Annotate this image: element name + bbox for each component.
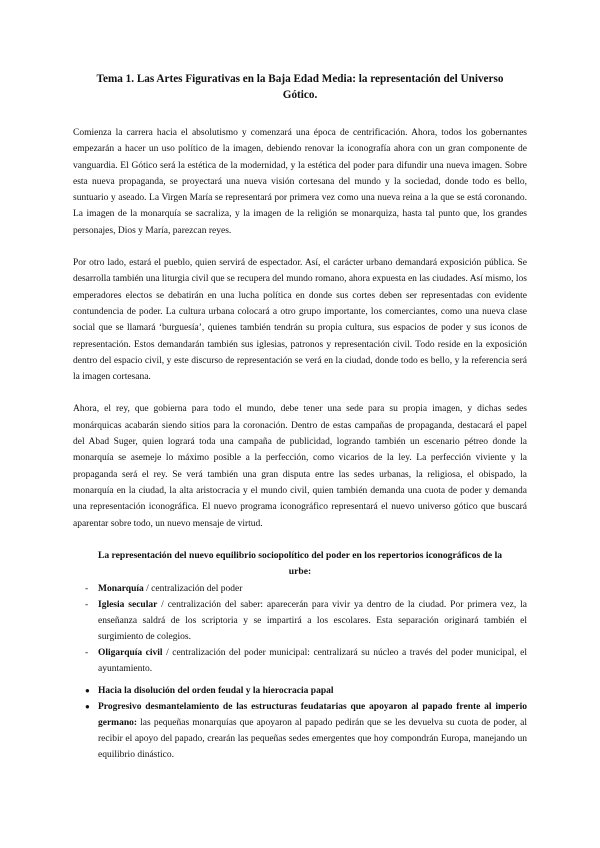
section-heading: La representación del nuevo equilibrio sociopolítico del poder en los repertorios iconográficos de la urbe:	[97, 549, 503, 577]
list-item-term: Oligarquía civil	[98, 647, 163, 658]
list-item	[73, 581, 527, 597]
dash-marker: -	[85, 599, 89, 610]
dash-marker: -	[85, 647, 89, 658]
document-body	[73, 71, 527, 763]
paragraph-1: Comienza la carrera hacia el absolutismo y comenzará una época de centrificación. Ahora, todos los gobernantes empezarán a hacer un uso político de la imagen, debiendo renovar la iconografía ahora con un gran componente de vanguardia. El Gótico será la estética de la modernidad, y la estética del poder para difundir una nueva imagen. Sobre esta nueva propaganda, se proyectará una nueva visión cortesana del mundo y la sociedad, donde todo es bello, suntuario y aseado. La Virgen María se representará por primera vez como una nueva reina a la que se está coronando. La imagen de la monarquía se sacraliza, y la imagen de la religión se monarquiza, hasta tal punto que, los grandes personajes, Dios y María, parezcan reyes.	[73, 128, 527, 236]
list-item-text: / centralización del poder municipal: centralizará su núcleo a través del poder municipal, el ayuntamiento.	[98, 647, 527, 674]
list-item-text: las pequeñas monarquías que apoyaron al papado pedirán que se les devuelva su cuota de poder, al recibir el apoyo del papado, crearán las pequeñas sedes emergentes que hoy compondrán Europa, manejando un equilibrio dinástico.	[98, 717, 527, 760]
list-item-text: / centralización del poder	[143, 583, 243, 594]
dash-marker: -	[85, 583, 89, 594]
bullet-icon: ●	[85, 701, 90, 711]
list-item-term: Progresivo desmantelamiento de las estructuras feudatarias que apoyaron al papado frente al imperio germano:	[98, 701, 527, 728]
page-title: Tema 1. Las Artes Figurativas en la Baja Edad Media: la representación del Universo Gótico.	[96, 73, 504, 101]
list-item-term: Monarquía	[98, 583, 144, 594]
list-item-term: Iglesia secular	[98, 599, 158, 610]
paragraph-3: Ahora, el rey, que gobierna para todo el mundo, debe tener una sede para su propia imagen, y dichas sedes monárquicas acabarán siendo sitios para la coronación. Dentro de estas campañas de propaganda, destacará el papel del Abad Suger, quien logrará toda una campaña de publicidad, logrando también un escenario pétreo donde la monarquía se asemeje lo máximo posible a la perfección, como vicarios de la ley. La perfección viviente y la propaganda será el rey. Se verá también una gran disputa entre las sedes urbanas, la religiosa, el obispado, la monarquía en la ciudad, la alta aristocracia y el mundo civil, quien también demanda una cuota de poder y demanda una representación iconográfica. El nuevo programa iconográfico representará el nuevo universo gótico que buscará aparentar sobre todo, un nuevo mensaje de virtud.	[73, 404, 527, 529]
list-item	[73, 699, 527, 763]
list-item	[73, 597, 527, 645]
list-item	[73, 683, 527, 699]
dash-list	[73, 581, 527, 677]
list-item-term: Hacia la disolución del orden feudal y la hierocracia papal	[98, 685, 334, 696]
list-item	[73, 645, 527, 677]
list-item-text: / centralización del saber: aparecerán para vivir ya dentro de la ciudad. Por primera vez, la enseñanza saldrá de los scriptoria y se impartirá a los escolares. Esta separación originará también el surgimiento de colegios.	[98, 599, 527, 642]
bullet-list	[73, 683, 527, 763]
paragraph-2: Por otro lado, estará el pueblo, quien servirá de espectador. Así, el carácter urbano demandará exposición pública. Se desarrolla también una liturgia civil que se recupera del mundo romano, ahora expuesta en las ciudades. Así mismo, los emperadores electos se debatirán en una lucha política en donde sus cortes deben ser representadas con evidente contundencia de poder. La cultura urbana colocará a otro grupo importante, los comerciantes, como una nueva clase social que se llamará ‘burguesía’, quienes también tendrán su propia cultura, sus espacios de poder y sus iconos de representación. Estos demandarán también sus iglesias, patronos y representación civil. Todo reside en la exposición dentro del espacio civil, y este discurso de representación se verá en la ciudad, donde todo es bello, y la referencia será la imagen cortesana.	[73, 258, 527, 383]
bullet-icon: ●	[85, 685, 90, 695]
